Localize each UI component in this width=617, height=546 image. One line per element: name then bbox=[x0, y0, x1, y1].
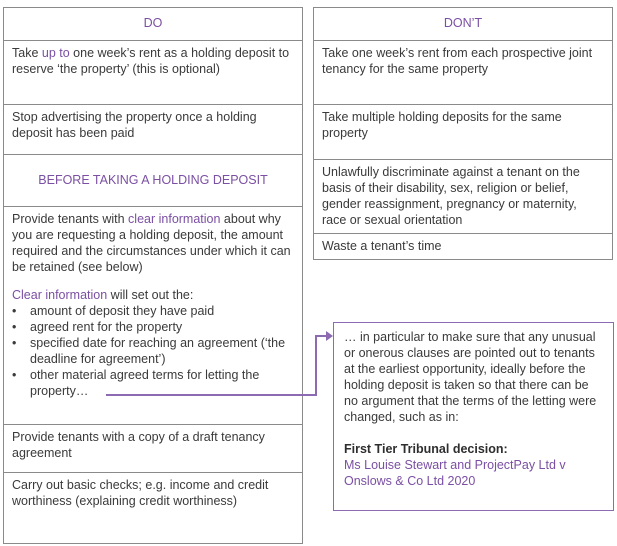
list-item: • other material agreed terms for letting the property… bbox=[12, 367, 294, 399]
do-column bbox=[3, 7, 303, 544]
list-item: • specified date for reaching an agreement (‘the deadline for agreement’) bbox=[12, 335, 294, 367]
dont-row-multiple-deposits: Take multiple holding deposits for the same property bbox=[314, 104, 612, 159]
do-row-clear-information-text-1: Provide tenants with bbox=[12, 212, 129, 226]
dont-row-waste-time: Waste a tenant’s time bbox=[314, 233, 612, 260]
dont-header: DON’T bbox=[443, 16, 483, 30]
do-header: DO bbox=[143, 16, 163, 30]
list-item: • amount of deposit they have paid bbox=[12, 303, 294, 319]
do-row-clear-information-text-2: about why you are requesting a holding deposit, the amount required and the circumstances under which it can be retained (see below) bbox=[12, 212, 291, 274]
decision-case: Ms Louise Stewart and ProjectPay Ltd v Onslows & Co Ltd 2020 bbox=[344, 458, 566, 488]
clear-information-rest: will set out the: bbox=[107, 288, 194, 302]
do-section-header: BEFORE TAKING A HOLDING DEPOSIT bbox=[4, 154, 302, 206]
clear-information-highlight: Clear information bbox=[12, 288, 108, 302]
do-row-clear-information-para bbox=[12, 211, 294, 275]
dont-row-discrimination: Unlawfully discriminate against a tenant on the basis of their disability, sex, religion or belief, gender reassignment, pregnancy or maternity, race or sexual orientation bbox=[314, 159, 612, 233]
do-row-stop-advertising: Stop advertising the property once a holding deposit has been paid bbox=[4, 104, 302, 154]
clear-information-list bbox=[12, 303, 294, 399]
do-row-basic-checks: Carry out basic checks; e.g. income and credit worthiness (explaining credit worthiness) bbox=[4, 472, 302, 544]
clear-information-intro bbox=[12, 287, 294, 303]
do-row-clear-information bbox=[4, 206, 302, 424]
do-row-holding-deposit bbox=[4, 40, 302, 104]
do-row-draft-agreement: Provide tenants with a copy of a draft tenancy agreement bbox=[4, 424, 302, 472]
do-row-holding-deposit-highlight: up to bbox=[41, 46, 70, 60]
do-row-holding-deposit-text-2: one week’s rent as a holding deposit to reserve ‘the property’ (this is optional) bbox=[12, 46, 290, 76]
list-item: • agreed rent for the property bbox=[12, 319, 294, 335]
callout-box bbox=[333, 322, 614, 511]
dont-column bbox=[313, 7, 613, 260]
dont-row-joint-tenancy: Take one week’s rent from each prospective joint tenancy for the same property bbox=[314, 40, 612, 104]
do-row-holding-deposit-text-1: Take bbox=[12, 46, 42, 60]
callout-text: … in particular to make sure that any unusual or onerous clauses are pointed out to tenants at the earliest opportunity, ideally before the holding deposit is taken so that there can be no argument that the terms of the letting were changed, such as in: bbox=[344, 330, 597, 424]
do-row-clear-information-highlight: clear information bbox=[128, 212, 221, 226]
decision-label: First Tier Tribunal decision: bbox=[344, 442, 508, 456]
